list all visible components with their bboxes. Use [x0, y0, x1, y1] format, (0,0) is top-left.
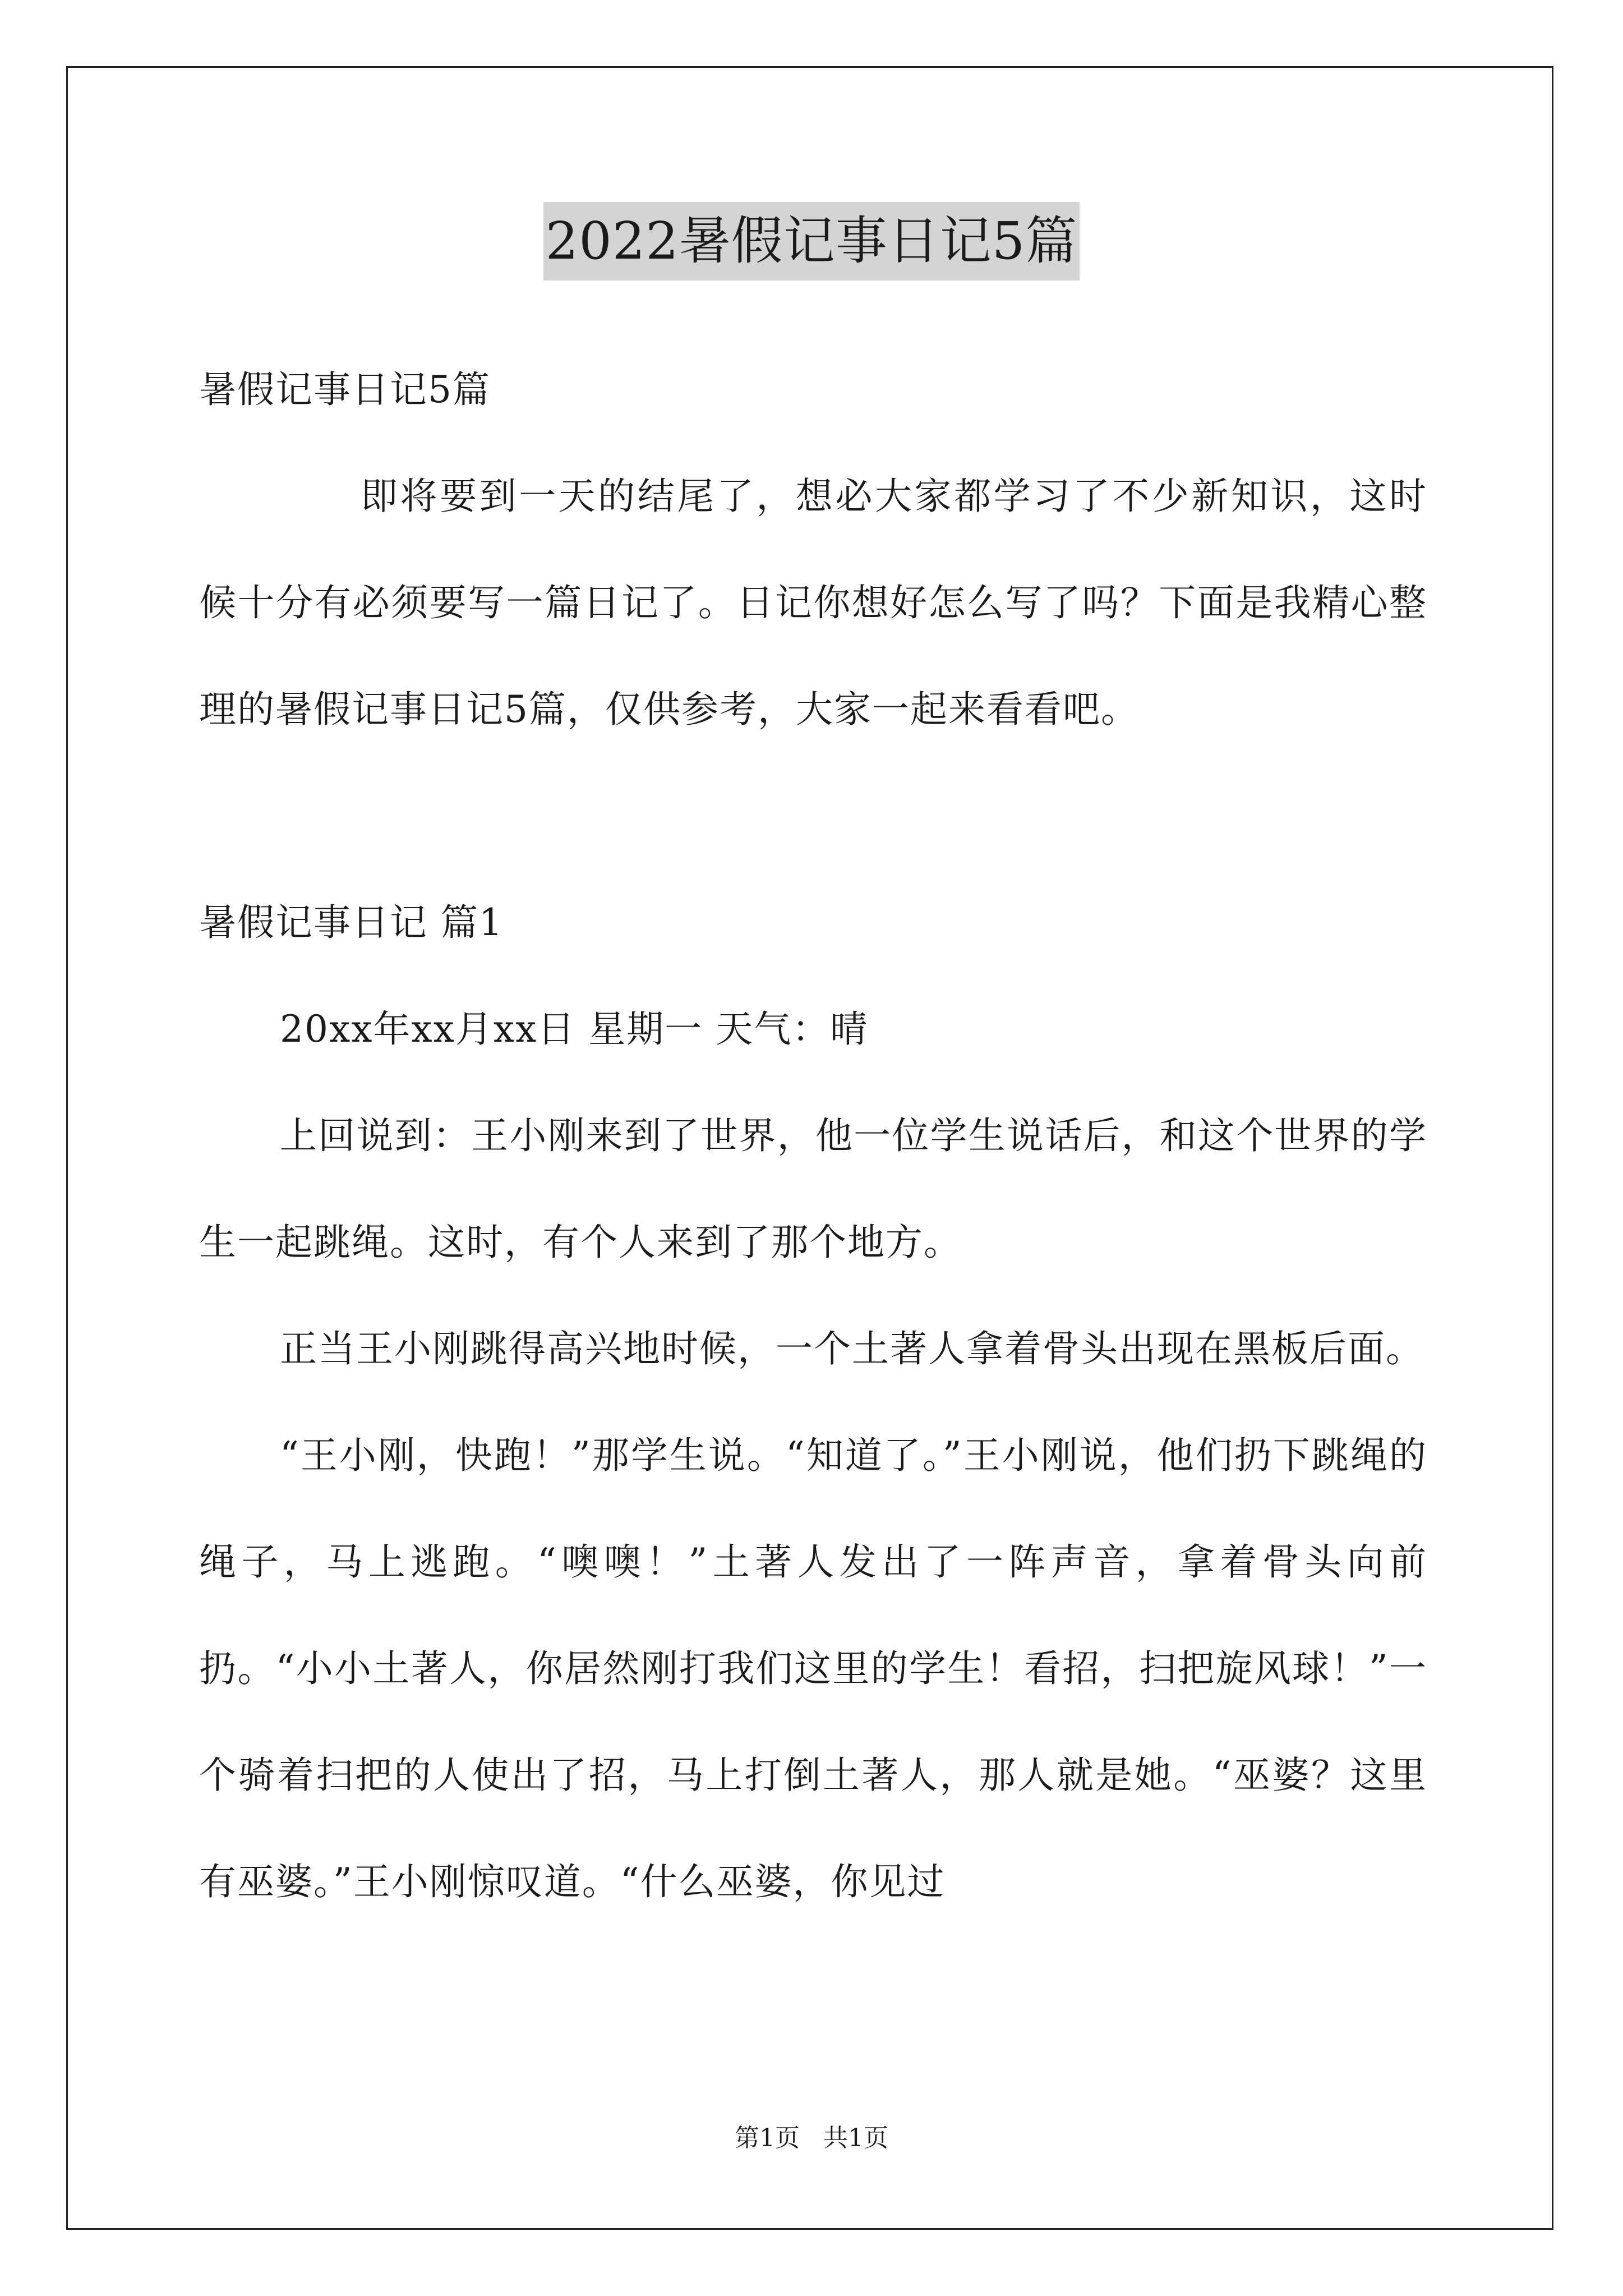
section-heading: 暑假记事日记 篇1 [199, 901, 504, 944]
body-paragraph-3: “王小刚，快跑！”那学生说。“知道了。”王小刚说，他们扔下跳绳的绳子，马上逃跑。“噢噢！”土著人发出了一阵声音，拿着骨头向前扔。“小小土著人，你居然刚打我们这里的学生！看招，扫把旋风球！”一个骑着扫把的人使出了招，马上打倒土著人，那人就是她。“巫婆？这里有巫婆。”王小刚惊叹道。“什么巫婆，你见过 [199, 1434, 1427, 1903]
intro-paragraph: 即将要到一天的结尾了，想必大家都学习了不少新知识，这时候十分有必须要写一篇日记了。日记你想好怎么写了吗？下面是我精心整理的暑假记事日记5篇，仅供参考，大家一起来看看吧。 [199, 475, 1427, 731]
document-subtitle: 暑假记事日记5篇 [199, 368, 491, 411]
date-line: 20xx年xx月xx日 星期一 天气：晴 [280, 1007, 869, 1051]
title-container [0, 202, 1623, 280]
body-paragraph-1: 上回说到：王小刚来到了世界，他一位学生说话后，和这个世界的学生一起跳绳。这时，有个人来到了那个地方。 [199, 1114, 1427, 1264]
section-gap [199, 763, 1427, 869]
page-footer [0, 2122, 1623, 2155]
page-number: 第1页 [735, 2124, 800, 2152]
page-total: 共1页 [823, 2124, 888, 2152]
document-title: 2022暑假记事日记5篇 [543, 202, 1080, 280]
body-paragraph-2: 正当王小刚跳得高兴地时候，一个土著人拿着骨头出现在黑板后面。 [280, 1327, 1424, 1370]
document-body [199, 337, 1427, 1935]
